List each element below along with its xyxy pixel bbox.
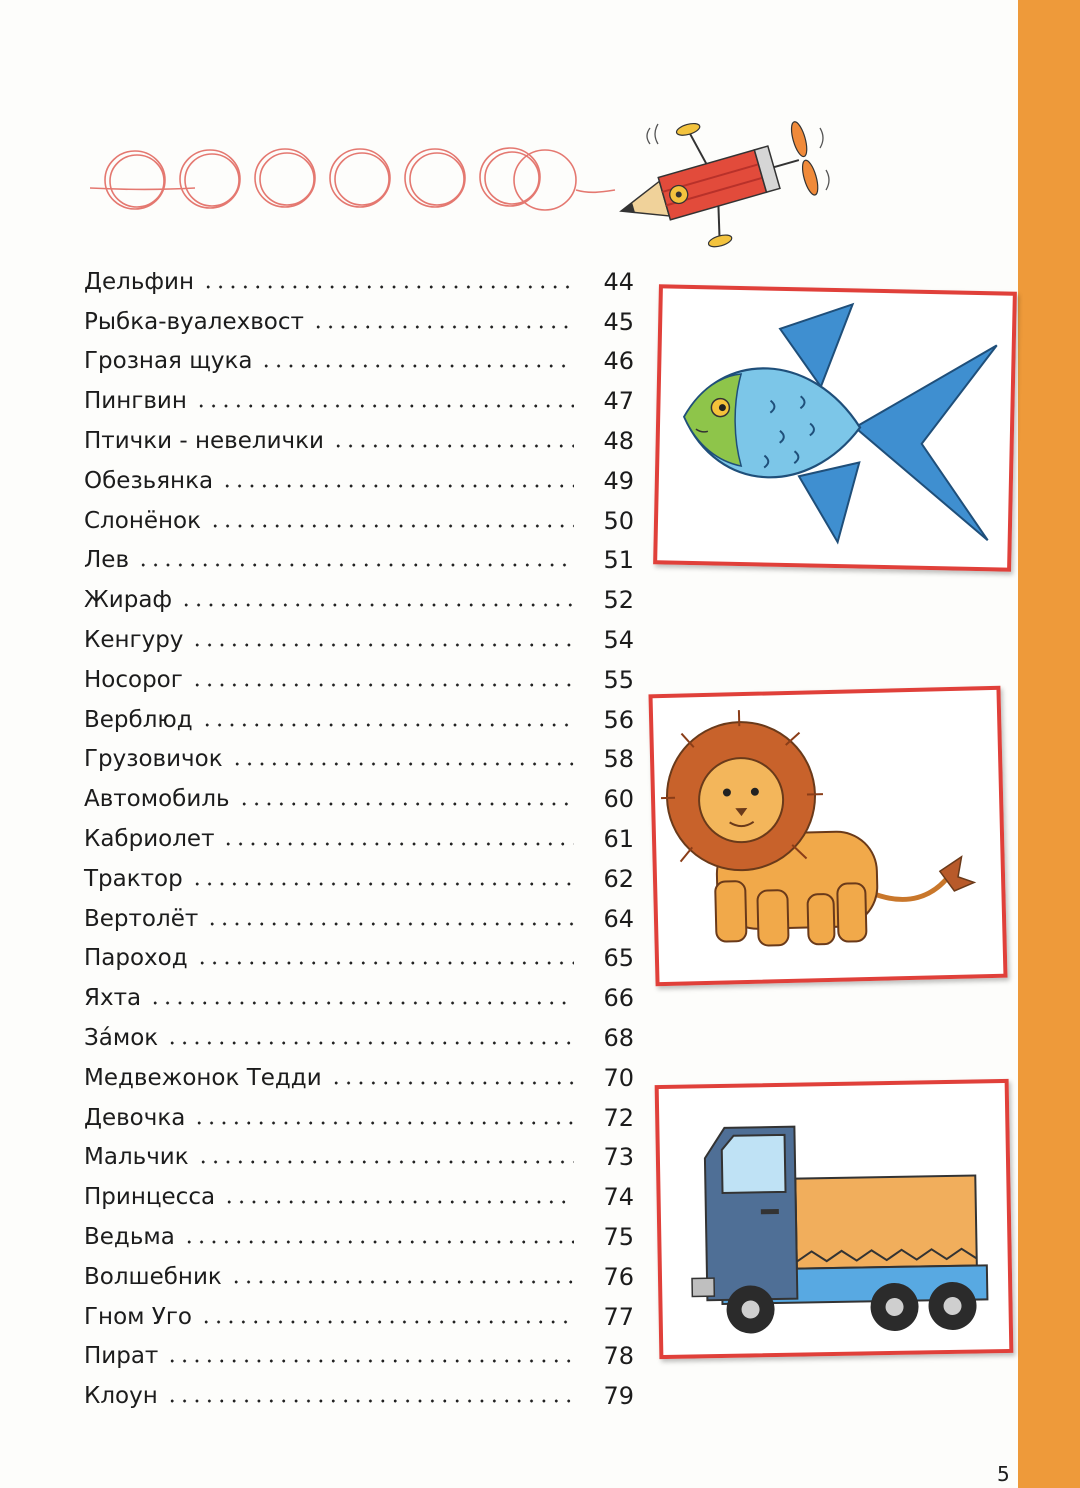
toc-entry[interactable] <box>84 1177 634 1217</box>
toc-entry-title: Трактор <box>84 865 183 892</box>
toc-entry-page: 51 <box>603 546 634 575</box>
toc-entry[interactable] <box>84 819 634 859</box>
toc-entry[interactable] <box>84 779 634 819</box>
toc-entry[interactable] <box>84 381 634 421</box>
toc-entry-page: 49 <box>603 466 634 495</box>
toc-dot-leader <box>332 444 574 448</box>
toc-entry-title: Мальчик <box>84 1144 189 1171</box>
toc-entry[interactable] <box>84 899 634 939</box>
toc-dot-leader <box>197 1160 574 1164</box>
toc-dot-leader <box>209 524 574 528</box>
toc-entry[interactable] <box>84 461 634 501</box>
toc-dot-leader <box>166 1359 574 1363</box>
toc-dot-leader <box>191 683 574 687</box>
toc-entry[interactable] <box>84 580 634 620</box>
toc-entry-title: Медвежонок Тедди <box>84 1064 322 1091</box>
toc-entry[interactable] <box>84 541 634 581</box>
toc-dot-leader <box>166 1399 574 1403</box>
toc-entry[interactable] <box>84 620 634 660</box>
toc-entry-title: Пират <box>84 1343 159 1370</box>
orange-side-stripe <box>1018 0 1080 1488</box>
toc-entry-title: Клоун <box>84 1383 158 1410</box>
truck-drawing-icon <box>659 1083 1010 1355</box>
fish-drawing-icon <box>657 288 1013 567</box>
toc-entry[interactable] <box>84 859 634 899</box>
toc-entry-page: 44 <box>603 267 634 296</box>
toc-entry[interactable] <box>84 939 634 979</box>
toc-entry-page: 77 <box>603 1302 634 1331</box>
toc-entry-page: 58 <box>603 745 634 774</box>
toc-entry-page: 47 <box>603 387 634 416</box>
toc-entry[interactable] <box>84 660 634 700</box>
toc-entry-title: Пингвин <box>84 388 187 415</box>
toc-dot-leader <box>230 1280 574 1284</box>
toc-entry-page: 65 <box>603 944 634 973</box>
toc-entry-title: Слонёнок <box>84 507 202 534</box>
toc-entry-title: Рыбка-вуалехвост <box>84 308 304 335</box>
toc-entry-page: 56 <box>603 705 634 734</box>
toc-entry-title: Верблюд <box>84 706 193 733</box>
toc-entry-title: Ведьма <box>84 1224 175 1251</box>
toc-entry-page: 66 <box>603 984 634 1013</box>
toc-entry-page: 54 <box>603 626 634 655</box>
toc-dot-leader <box>202 285 574 289</box>
pencil-rocket-icon <box>90 108 850 248</box>
toc-dot-leader <box>260 364 574 368</box>
toc-entry-page: 79 <box>603 1382 634 1411</box>
toc-dot-leader <box>223 1200 574 1204</box>
toc-entry-title: Гном Уго <box>84 1303 192 1330</box>
page-number: 5 <box>997 1462 1010 1486</box>
toc-dot-leader <box>193 1121 574 1125</box>
toc-entry-page: 78 <box>603 1342 634 1371</box>
toc-entry[interactable] <box>84 700 634 740</box>
toc-entry[interactable] <box>84 1018 634 1058</box>
toc-dot-leader <box>149 1001 574 1005</box>
toc-dot-leader <box>191 882 574 886</box>
toc-entry-page: 61 <box>603 825 634 854</box>
toc-entry[interactable] <box>84 302 634 342</box>
toc-entry[interactable] <box>84 978 634 1018</box>
lion-picture-frame <box>648 686 1007 987</box>
toc-entry-title: Вертолёт <box>84 905 199 932</box>
toc-dot-leader <box>183 1240 574 1244</box>
toc-dot-leader <box>330 1081 574 1085</box>
toc-entry-page: 64 <box>603 904 634 933</box>
toc-entry-page: 76 <box>603 1262 634 1291</box>
toc-dot-leader <box>200 1320 574 1324</box>
toc-entry-title: Кенгуру <box>84 627 184 654</box>
toc-entry-title: Девочка <box>84 1104 186 1131</box>
toc-entry-page: 75 <box>603 1223 634 1252</box>
toc-dot-leader <box>166 1041 574 1045</box>
toc-dot-leader <box>196 961 574 965</box>
toc-entry-title: Пароход <box>84 945 188 972</box>
toc-entry-page: 68 <box>603 1024 634 1053</box>
toc-dot-leader <box>312 325 574 329</box>
toc-entry[interactable] <box>84 262 634 302</box>
toc-dot-leader <box>221 484 574 488</box>
toc-entry-page: 52 <box>603 586 634 615</box>
toc-entry[interactable] <box>84 1257 634 1297</box>
toc-entry-title: Жираф <box>84 587 173 614</box>
toc-entry[interactable] <box>84 1098 634 1138</box>
toc-entry-page: 46 <box>603 347 634 376</box>
toc-entry-page: 73 <box>603 1143 634 1172</box>
toc-dot-leader <box>238 802 574 806</box>
table-of-contents <box>84 262 634 1416</box>
toc-entry-page: 48 <box>603 427 634 456</box>
toc-entry-title: Грозная щука <box>84 348 253 375</box>
toc-dot-leader <box>231 762 574 766</box>
fish-picture-frame <box>653 284 1017 571</box>
toc-entry-page: 60 <box>603 785 634 814</box>
toc-entry-page: 70 <box>603 1063 634 1092</box>
toc-entry[interactable] <box>84 1376 634 1416</box>
truck-picture-frame <box>655 1079 1014 1359</box>
toc-entry-title: Дельфин <box>84 268 195 295</box>
toc-entry-title: Волшебник <box>84 1263 222 1290</box>
toc-entry[interactable] <box>84 1337 634 1377</box>
toc-entry-page: 45 <box>603 307 634 336</box>
toc-entry[interactable] <box>84 1297 634 1337</box>
toc-entry-title: Лев <box>84 547 130 574</box>
toc-entry-title: Носорог <box>84 666 183 693</box>
toc-entry-title: Кабриолет <box>84 826 215 853</box>
toc-entry[interactable] <box>84 342 634 382</box>
toc-entry-page: 74 <box>603 1183 634 1212</box>
toc-entry-title: Птички - невелички <box>84 428 324 455</box>
toc-dot-leader <box>201 723 574 727</box>
toc-dot-leader <box>195 404 574 408</box>
toc-entry-title: Обезьянка <box>84 467 214 494</box>
toc-entry-title: Яхта <box>84 985 142 1012</box>
lion-drawing-icon <box>653 690 1004 982</box>
toc-dot-leader <box>180 603 574 607</box>
toc-dot-leader <box>137 563 574 567</box>
toc-entry-title: Автомобиль <box>84 786 230 813</box>
toc-entry-page: 72 <box>603 1103 634 1132</box>
toc-entry[interactable] <box>84 1138 634 1178</box>
toc-entry-page: 50 <box>603 506 634 535</box>
toc-entry-title: За́мок <box>84 1025 159 1052</box>
toc-entry[interactable] <box>84 421 634 461</box>
toc-entry[interactable] <box>84 501 634 541</box>
toc-entry[interactable] <box>84 1217 634 1257</box>
toc-dot-leader <box>206 922 574 926</box>
toc-entry[interactable] <box>84 1058 634 1098</box>
toc-entry[interactable] <box>84 740 634 780</box>
toc-dot-leader <box>222 842 574 846</box>
toc-entry-title: Принцесса <box>84 1184 216 1211</box>
toc-entry-page: 62 <box>603 864 634 893</box>
toc-entry-page: 55 <box>603 665 634 694</box>
toc-dot-leader <box>191 643 574 647</box>
toc-entry-title: Грузовичок <box>84 746 223 773</box>
